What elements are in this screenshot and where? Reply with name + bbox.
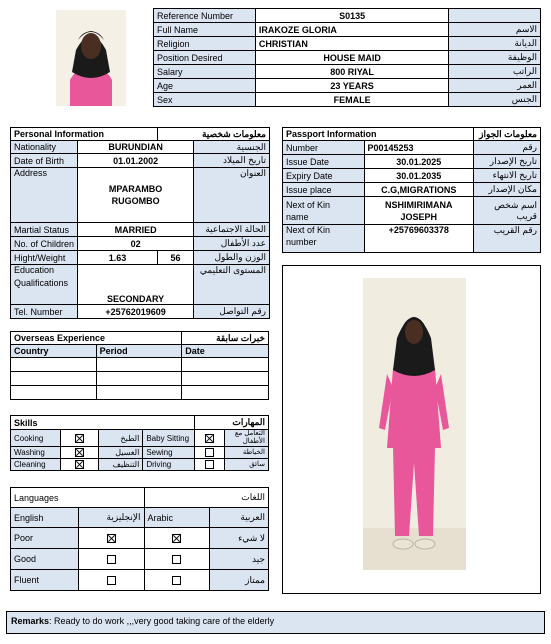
header-row bbox=[154, 65, 541, 79]
skill-label-ar: التنظيف bbox=[98, 459, 143, 471]
education-label: Education Qualifications bbox=[11, 265, 78, 305]
skill-label-ar: سائق bbox=[225, 459, 269, 471]
header-ar bbox=[449, 9, 541, 23]
skill-label: Sewing bbox=[143, 447, 195, 459]
nationality-label: Nationality bbox=[11, 141, 78, 154]
overseas-title-ar: خبرات سابقة bbox=[182, 332, 269, 345]
kin-name-label: Next of Kin name bbox=[283, 197, 365, 225]
language-level-ar: لا شيء bbox=[210, 528, 269, 549]
languages-title: Languages bbox=[11, 488, 145, 508]
issue-date-ar: تاريخ الإصدار bbox=[474, 155, 541, 169]
header-ar: الاسم bbox=[449, 23, 541, 37]
header-label: Salary bbox=[154, 65, 256, 79]
children-value: 02 bbox=[78, 237, 194, 251]
header-row bbox=[154, 23, 541, 37]
skill-label: Cooking bbox=[11, 430, 61, 447]
height-value: 1.63 bbox=[78, 251, 158, 265]
header-row bbox=[154, 37, 541, 51]
header-ar: العمر bbox=[449, 79, 541, 93]
personal-title: Personal Information bbox=[11, 128, 158, 141]
overseas-col-country: Country bbox=[11, 345, 97, 358]
remarks-box bbox=[6, 611, 545, 634]
header-value: 800 RIYAL bbox=[255, 65, 448, 79]
header-ar: الوظيفة bbox=[449, 51, 541, 65]
education-value: SECONDARY bbox=[78, 265, 194, 305]
header-label: Position Desired bbox=[154, 51, 256, 65]
skill-label: Washing bbox=[11, 447, 61, 459]
header-label: Sex bbox=[154, 93, 256, 107]
languages-table bbox=[10, 487, 269, 591]
arabic-checkbox[interactable] bbox=[144, 528, 210, 549]
header-value: CHRISTIAN bbox=[255, 37, 448, 51]
language-level-label: Good bbox=[11, 549, 79, 570]
portrait-photo bbox=[56, 10, 126, 106]
lang-english-ar: الإنجليزية bbox=[78, 508, 144, 528]
header-value: IRAKOZE GLORIA bbox=[255, 23, 448, 37]
skill-label-ar: الغسيل bbox=[98, 447, 143, 459]
height-weight-ar: الوزن والطول bbox=[194, 251, 270, 265]
issue-date-value: 30.01.2025 bbox=[364, 155, 474, 169]
arabic-checkbox[interactable] bbox=[144, 549, 210, 570]
expiry-date-ar: تاريخ الانتهاء bbox=[474, 169, 541, 183]
english-checkbox[interactable] bbox=[78, 570, 144, 591]
remarks-label: Remarks bbox=[11, 616, 50, 626]
skill-checkbox[interactable] bbox=[60, 447, 98, 459]
issue-place-ar: مكان الإصدار bbox=[474, 183, 541, 197]
skill-checkbox[interactable] bbox=[60, 459, 98, 471]
kin-name-value: NSHIMIRIMANA JOSEPH bbox=[364, 197, 474, 225]
kin-number-label: Next of Kin number bbox=[283, 225, 365, 253]
dob-ar: تاريخ الميلاد bbox=[194, 154, 270, 168]
skills-title: Skills bbox=[11, 416, 195, 430]
full-body-photo bbox=[363, 278, 466, 570]
header-table bbox=[153, 8, 541, 107]
dob-value: 01.01.2002 bbox=[78, 154, 194, 168]
skills-table bbox=[10, 415, 269, 471]
personal-info-table bbox=[10, 127, 270, 319]
skill-label: Driving bbox=[143, 459, 195, 471]
header-label: Religion bbox=[154, 37, 256, 51]
lang-arabic: Arabic bbox=[144, 508, 210, 528]
remarks-text: : Ready to do work ,,,very good taking care of the elderly bbox=[49, 616, 275, 626]
header-value: FEMALE bbox=[255, 93, 448, 107]
lang-english: English bbox=[11, 508, 79, 528]
skill-label: Cleaning bbox=[11, 459, 61, 471]
header-value: 23 YEARS bbox=[255, 79, 448, 93]
nationality-ar: الجنسية bbox=[194, 141, 270, 154]
education-ar: المستوى التعليمي bbox=[194, 265, 270, 305]
tel-label: Tel. Number bbox=[11, 305, 78, 319]
issue-place-label: Issue place bbox=[283, 183, 365, 197]
language-level-label: Poor bbox=[11, 528, 79, 549]
skill-checkbox[interactable] bbox=[195, 459, 225, 471]
language-level-row bbox=[11, 528, 269, 549]
passport-title: Passport Information bbox=[283, 128, 474, 141]
overseas-col-period: Period bbox=[96, 345, 182, 358]
passport-number-ar: رقم bbox=[474, 141, 541, 155]
skill-label: Baby Sitting bbox=[143, 430, 195, 447]
overseas-row bbox=[11, 386, 269, 400]
english-checkbox[interactable] bbox=[78, 549, 144, 570]
lang-arabic-ar: العربية bbox=[210, 508, 269, 528]
header-label: Reference Number bbox=[154, 9, 256, 23]
skill-label-ar: الطبخ bbox=[98, 430, 143, 447]
skill-row bbox=[11, 447, 269, 459]
arabic-checkbox[interactable] bbox=[144, 570, 210, 591]
overseas-col-date: Date bbox=[182, 345, 269, 358]
passport-number-value: P00145253 bbox=[364, 141, 474, 155]
passport-title-ar: معلومات الجواز bbox=[474, 128, 541, 141]
header-label: Age bbox=[154, 79, 256, 93]
children-ar: عدد الأطفال bbox=[194, 237, 270, 251]
address-ar: العنوان bbox=[194, 168, 270, 223]
tel-value: +25762019609 bbox=[78, 305, 194, 319]
marital-ar: الحالة الاجتماعية bbox=[194, 223, 270, 237]
passport-number-label: Number bbox=[283, 141, 365, 155]
header-row bbox=[154, 9, 541, 23]
expiry-date-value: 30.01.2035 bbox=[364, 169, 474, 183]
language-level-row bbox=[11, 549, 269, 570]
header-label: Full Name bbox=[154, 23, 256, 37]
overseas-table bbox=[10, 331, 269, 400]
passport-info-table bbox=[282, 127, 541, 253]
skills-title-ar: المهارات bbox=[195, 416, 269, 430]
address-label: Address bbox=[11, 168, 78, 223]
header-row bbox=[154, 93, 541, 107]
skill-row bbox=[11, 459, 269, 471]
skill-checkbox[interactable] bbox=[60, 430, 98, 447]
issue-date-label: Issue Date bbox=[283, 155, 365, 169]
overseas-row bbox=[11, 358, 269, 372]
skill-label-ar: الخياطة bbox=[225, 447, 269, 459]
language-level-label: Fluent bbox=[11, 570, 79, 591]
marital-label: Martial Status bbox=[11, 223, 78, 237]
header-ar: الجنس bbox=[449, 93, 541, 107]
height-weight-label: Hight/Weight bbox=[11, 251, 78, 265]
personal-title-ar: معلومات شخصية bbox=[157, 128, 269, 141]
header-ar: الديانة bbox=[449, 37, 541, 51]
overseas-row bbox=[11, 372, 269, 386]
language-level-ar: جيد bbox=[210, 549, 269, 570]
overseas-title: Overseas Experience bbox=[11, 332, 182, 345]
tel-ar: رقم التواصل bbox=[194, 305, 270, 319]
header-value: S0135 bbox=[255, 9, 448, 23]
language-level-ar: ممتاز bbox=[210, 570, 269, 591]
skill-label-ar: التعامل مع الأطفال bbox=[225, 430, 269, 447]
nationality-value: BURUNDIAN bbox=[78, 141, 194, 154]
weight-value: 56 bbox=[157, 251, 193, 265]
skill-checkbox[interactable] bbox=[195, 430, 225, 447]
issue-place-value: C.G,MIGRATIONS bbox=[364, 183, 474, 197]
dob-label: Date of Birth bbox=[11, 154, 78, 168]
expiry-date-label: Expiry Date bbox=[283, 169, 365, 183]
skill-checkbox[interactable] bbox=[195, 447, 225, 459]
children-label: No. of Children bbox=[11, 237, 78, 251]
header-row bbox=[154, 79, 541, 93]
address-value: MPARAMBO RUGOMBO bbox=[78, 168, 194, 223]
header-value: HOUSE MAID bbox=[255, 51, 448, 65]
languages-title-ar: اللغات bbox=[144, 488, 269, 508]
english-checkbox[interactable] bbox=[78, 528, 144, 549]
header-ar: الراتب bbox=[449, 65, 541, 79]
skill-row bbox=[11, 430, 269, 447]
kin-number-ar: رقم القريب bbox=[474, 225, 541, 253]
language-level-row bbox=[11, 570, 269, 591]
kin-name-ar: اسم شخص قريب bbox=[474, 197, 541, 225]
marital-value: MARRIED bbox=[78, 223, 194, 237]
kin-number-value: +25769603378 bbox=[364, 225, 474, 253]
header-row bbox=[154, 51, 541, 65]
